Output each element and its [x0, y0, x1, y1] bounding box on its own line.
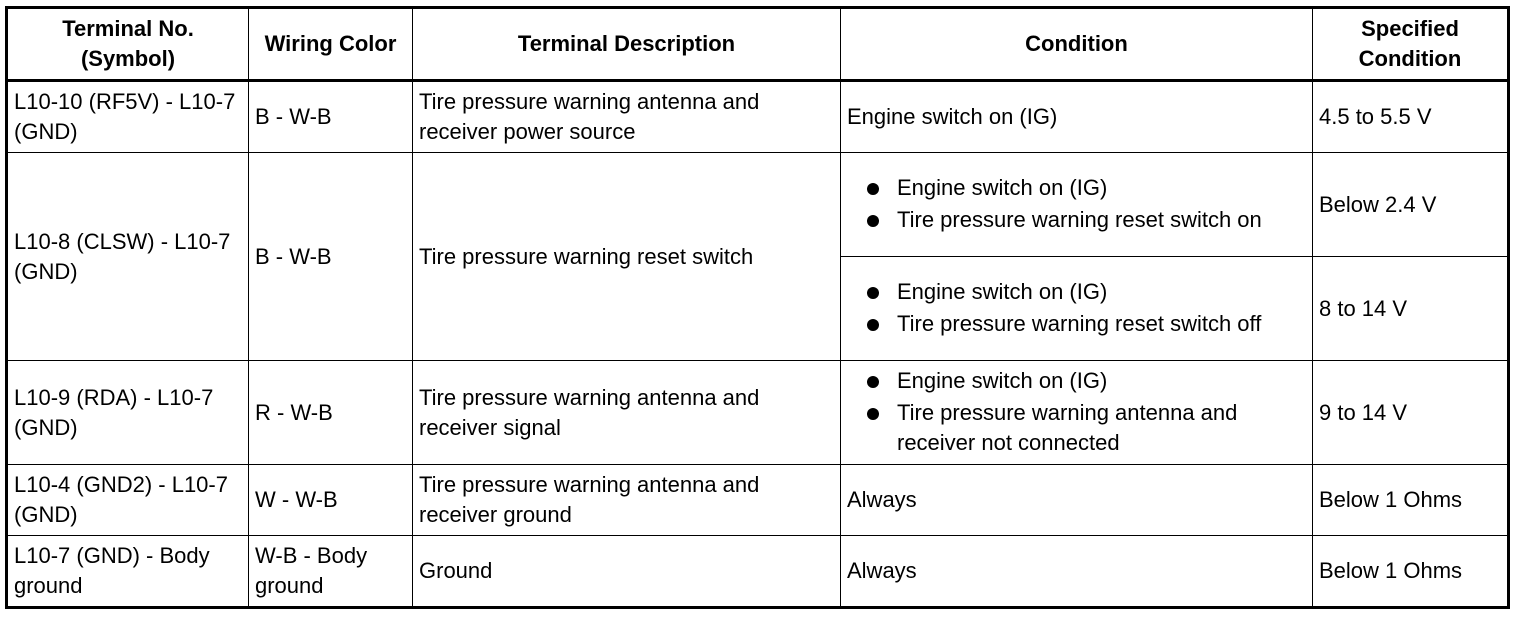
header-terminal-line2: (Symbol)	[80, 46, 176, 71]
table-row	[7, 81, 1509, 153]
condition-cell: Always	[841, 465, 1313, 536]
condition-item: Engine switch on (IG)	[897, 366, 1306, 398]
terminal-cell: L10-8 (CLSW) - L10-7 (GND)	[7, 153, 249, 361]
condition-cell	[841, 361, 1313, 465]
header-terminal-description: Terminal Description	[413, 8, 841, 81]
wiring-color-cell: B - W-B	[249, 81, 413, 153]
table-row	[7, 465, 1509, 536]
table-row	[7, 361, 1509, 465]
wiring-color-cell: R - W-B	[249, 361, 413, 465]
terminal-cell: L10-10 (RF5V) - L10-7 (GND)	[7, 81, 249, 153]
condition-list	[847, 277, 1306, 341]
header-condition: Condition	[841, 8, 1313, 81]
terminal-spec-table	[5, 6, 1510, 609]
specified-condition-cell: Below 1 Ohms	[1313, 465, 1509, 536]
condition-cell	[841, 257, 1313, 361]
condition-item: Engine switch on (IG)	[897, 277, 1306, 309]
table-row	[7, 536, 1509, 608]
terminal-cell: L10-7 (GND) - Body ground	[7, 536, 249, 608]
terminal-cell: L10-4 (GND2) - L10-7 (GND)	[7, 465, 249, 536]
condition-cell	[841, 153, 1313, 257]
condition-item: Tire pressure warning reset switch off	[897, 309, 1306, 341]
wiring-color-cell: B - W-B	[249, 153, 413, 361]
header-specified-line2: Condition	[1358, 46, 1462, 71]
condition-item: Tire pressure warning reset switch on	[897, 205, 1306, 237]
specified-condition-cell: 8 to 14 V	[1313, 257, 1509, 361]
header-wiring-color: Wiring Color	[249, 8, 413, 81]
specified-condition-cell: 4.5 to 5.5 V	[1313, 81, 1509, 153]
condition-list	[847, 366, 1306, 460]
wiring-color-cell: W-B - Body ground	[249, 536, 413, 608]
header-specified-line1: Specified	[1361, 16, 1459, 41]
condition-list	[847, 173, 1306, 237]
header-specified-condition	[1313, 8, 1509, 81]
header-row	[7, 8, 1509, 81]
terminal-description-cell: Tire pressure warning antenna and receiver power source	[413, 81, 841, 153]
specified-condition-cell: Below 1 Ohms	[1313, 536, 1509, 608]
condition-cell: Engine switch on (IG)	[841, 81, 1313, 153]
terminal-description-cell: Ground	[413, 536, 841, 608]
specified-condition-cell: 9 to 14 V	[1313, 361, 1509, 465]
condition-item: Engine switch on (IG)	[897, 173, 1306, 205]
table-row	[7, 153, 1509, 257]
terminal-cell: L10-9 (RDA) - L10-7 (GND)	[7, 361, 249, 465]
header-terminal	[7, 8, 249, 81]
wiring-color-cell: W - W-B	[249, 465, 413, 536]
terminal-description-cell: Tire pressure warning reset switch	[413, 153, 841, 361]
condition-item: Tire pressure warning antenna and receiver not connected	[897, 398, 1306, 460]
header-terminal-line1: Terminal No.	[62, 16, 194, 41]
condition-cell: Always	[841, 536, 1313, 608]
terminal-description-cell: Tire pressure warning antenna and receiver ground	[413, 465, 841, 536]
specified-condition-cell: Below 2.4 V	[1313, 153, 1509, 257]
terminal-description-cell: Tire pressure warning antenna and receiver signal	[413, 361, 841, 465]
